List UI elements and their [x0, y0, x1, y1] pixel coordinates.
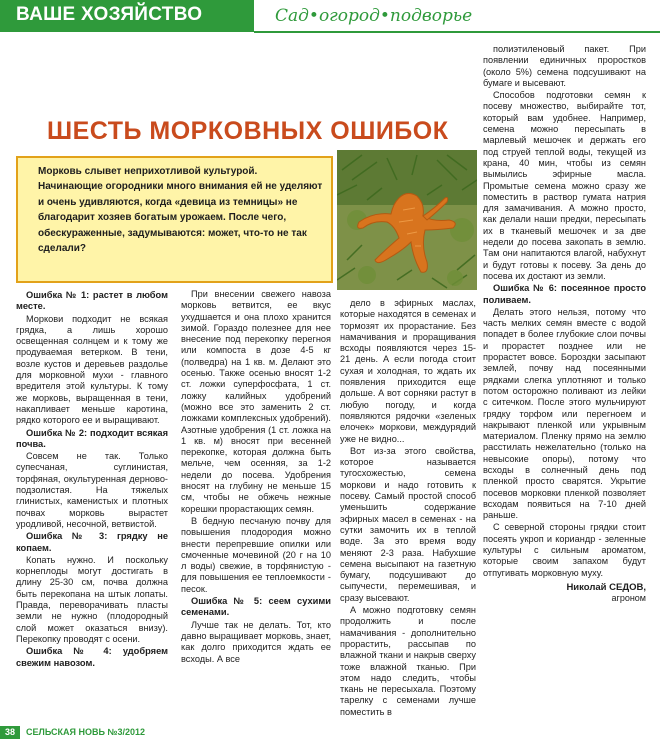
column-3 [340, 298, 476, 719]
mistake-6-text: Делать этого нельзя, потому что часть мелких семян вместе с водой попадет в более глубокие слои почвы и прорастет позднее или не прорастет вовсе. Бороздки засыпают землей, почву над посеянными рядками слегка уплотняют и только потом осторожно поливают из лейки с ситечком. После этого мульчируют грядку торфом или перегноем и накрывают пленкой или укрывным материалом. Пленку прямо на землю расстилать нежелательно (только на невысокие опоры), потому что всходы в солнечный день под пленкой просто сварятся. Укрытие посевов морковки пленкой позволяет всходам появиться на 7-10 дней раньше. [483, 306, 646, 521]
lead-text: Морковь слывет неприхотливой культурой. Начинающие огородники много внимания ей не уделяют и очень удивляются, когда «девица из темницы» не благодарит хозяев богатым урожаем. После чего, обескураженные, задумываются: может, что-то не так сделали? [38, 166, 323, 255]
section-banner [0, 0, 254, 32]
section-tagline: Сад•огород•подворье [275, 6, 473, 26]
author-name: Николай СЕДОВ, [566, 581, 646, 593]
mistake-4-heading: Ошибка № 4: удобряем свежим навозом. [16, 646, 168, 668]
page-number: 38 [0, 726, 20, 739]
mistake-5-text: Лучше так не делать. Тот, кто давно выращивает морковь, знает, как долго приходится ждать ее всходы. А все [181, 619, 331, 664]
mistake-1-heading: Ошибка № 1: растет в любом месте. [16, 290, 168, 312]
author-role: агроном [611, 593, 646, 604]
mistake-6-heading: Ошибка № 6: посеянное просто поливаем. [483, 283, 646, 305]
mistake-3-heading: Ошибка № 3: грядку не копаем. [16, 531, 168, 553]
dill-text: С северной стороны грядки стоит посеять укроп и кориандр - зеленные культуры с сильным ароматом, которые своим запахом будут отпугивать морковную муху. [483, 522, 646, 578]
magazine-issue: СЕЛЬСКАЯ НОВЬ №3/2012 [26, 727, 146, 737]
column-2 [181, 289, 331, 666]
article-title: ШЕСТЬ МОРКОВНЫХ ОШИБОК [47, 117, 449, 145]
mistake-5-heading: Ошибка № 5: сеем сухими семенами. [181, 596, 331, 618]
page-header [0, 0, 660, 34]
mistake-2-text: Совсем не так. Только супесчаная, суглинистая, торфяная, окультуренная дерново-подзолистая. На тяжелых глинистых, каменистых и плотных почвах морковь вырастет уродливой, несочной, ветвистой. [16, 451, 168, 529]
sandy-soil-text: В бедную песчаную почву для повышения плодородия можно внести перепревшие опилки или смоченные мочевиной (20 г на 10 л воды) свежие, в торфянистую - для повышения ее теплоемкости - песок. [181, 515, 331, 594]
mistake-1-text: Моркови подходит не всякая грядка, а лишь хорошо освещенная солнцем и к тому же продуваемая ветерком. В тени, возле кустов и деревьев раздолье для морковной мухи - главного вредителя этой культуры. К тому же морковь, выращенная в тени, накапливает меньше каротина, рядко которого ее и выращивают. [16, 313, 168, 426]
sprouting-text: А можно подготовку семян продолжить и после намачивания - дополнительно прорастить, рассыпав по влажной ткани и накрыв сверху тоже влажной тканью. При этом надо следить, чтобы ткань не пересыхала. Поэтому тарелку с семенами лучше поместить в [340, 605, 476, 717]
lead-box [16, 156, 333, 283]
methods-text: Способов подготовки семян к посеву множество, выбирайте тот, который вам удобнее. Например, семена можно пересыпать в марлевый мешочек и держать его под струей теплой воды, текущей из крана, 40 мин, чтобы из семян вымылись эфирные масла. Промытые семена можно сразу же поместить в раствор гумата натрия для замачивания. А можно просто, как делали наши предки, пересыпать их в тканевый мешочек и за две недели до посева закопать в землю. Там они напитаются влагой, набухнут и будут готовы к посеву. За день до посева их достают из земли. [483, 90, 646, 281]
carrot-photo [337, 150, 477, 290]
mistake-2-heading: Ошибка № 2: подходит всякая почва. [16, 427, 168, 449]
mistake-3-text: Копать нужно. И поскольку корнеплоды могут достигать в длину 25-30 см, почва должна быть перекопана на штык лопаты. Правда, переворачивать пласты земли не нужно (плодородный слой может оказаться внизу). Перекопку проводят с осени. [16, 554, 168, 644]
soaking-text: Вот из-за этого свойства, которое называется тугосхожестью, семена моркови и надо готовить к посеву. Самый простой способ уменьшить содержание эфирных масел в семенах - на сутки замочить их в теплой воде. За это время воду меняют 2-3 раза. Набухшие семена высыпают на газетную бумагу, подсушивают до сыпучести, перемешивая, и сразу высевают. [340, 445, 476, 603]
carrot-illustration [337, 150, 477, 290]
column-4 [483, 44, 646, 605]
bag-text: полиэтиленовый пакет. При появлении единичных проростков (около 5%) семена подсушивают на бумаге и высевают. [483, 44, 646, 88]
column-1 [16, 289, 168, 670]
author-signature [483, 582, 646, 605]
section-title: ВАШЕ ХОЗЯЙСТВО [16, 4, 203, 25]
essential-oils-text: дело в эфирных маслах, которые находятся в семенах и тормозят их прорастание. Без намачивания и проращивания всходы появляются через 15-21 день. А если погода стоит сухая и холодная, то ждать их появления приходится еще дольше. А вот сорняки растут в любую погоду, и когда появляются рядочки «зеленых елочек» моркови, междурядий уже не видно... [340, 298, 476, 444]
header-rule [254, 31, 660, 33]
mistake-4-text: При внесении свежего навоза морковь ветвится, ее вкус ухудшается и она плохо хранится зимой. Гораздо полезнее для нее внесение под перекопку перегноя или компоста в дозе 4-5 кг (полведра) на 1 кв. м. Делают это осенью. Также осенью вносят 1-2 ст. ложки суперфосфата, 1 ст. ложку калийных удобрений (можно все это заменить 2 ст. ложками комплексных удобрений). Азотные удобрения (1 ст. ложка на 1 кв. м) вносят при весенней перекопке, которая должна быть мельче, чем осенняя, за 1-2 недели до посева. Удобрения вносят на глубину не меньше 15 см, чтобы не обжечь нежные корешки прорастающих семян. [181, 289, 331, 514]
